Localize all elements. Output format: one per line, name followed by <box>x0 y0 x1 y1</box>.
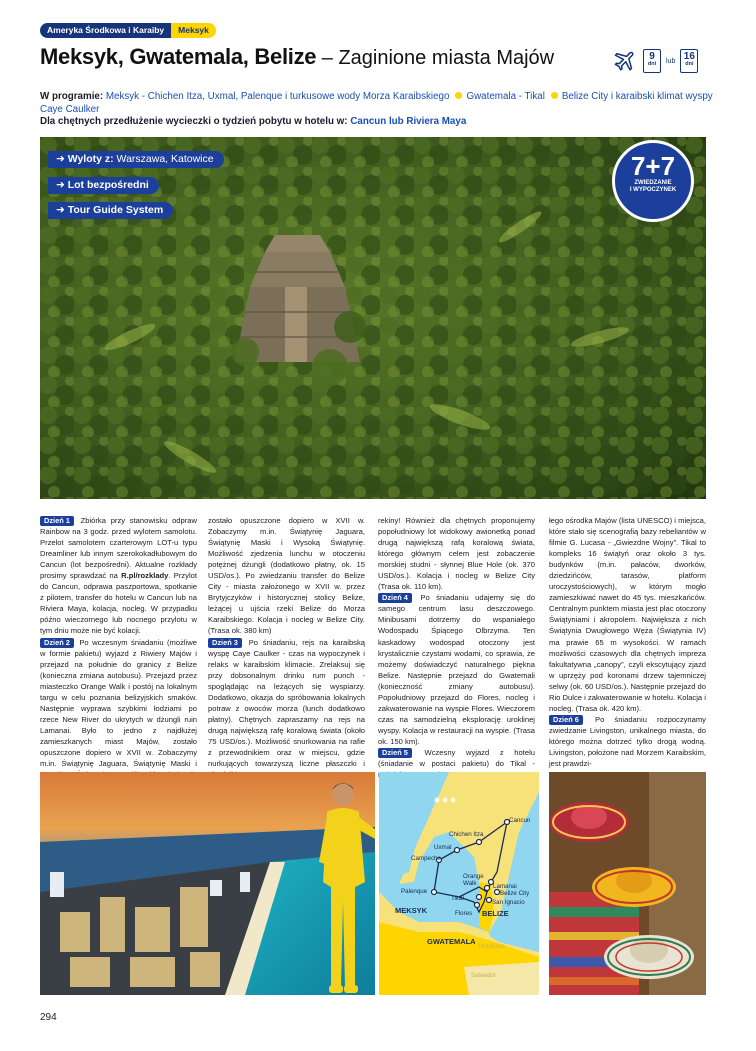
map-label-honduras: Honduras <box>479 944 506 950</box>
sombrero-photo <box>549 772 706 995</box>
route-map <box>379 772 539 995</box>
duration-9-days: 9 dni <box>643 49 661 73</box>
cancun-photo <box>40 772 375 995</box>
itinerary-column-2-content <box>208 515 365 780</box>
tour-guide-figure <box>315 772 375 995</box>
map-city-orange-walk: Orange <box>463 873 484 880</box>
map-city-uxmal: Uxmal <box>434 844 452 851</box>
itinerary-column-3 <box>378 515 535 780</box>
breadcrumb-region[interactable]: Ameryka Środkowa i Karaiby <box>40 23 171 38</box>
program-item[interactable]: Meksyk - Chichen Itza, Uxmal, Palenque i turkusowe wody Morza Karaibskiego <box>105 91 450 102</box>
map-city-campeche: Campeche <box>411 855 441 862</box>
program-label: W programie: <box>40 91 104 102</box>
breadcrumb <box>40 23 216 38</box>
title-subtitle: Zaginione miasta Majów <box>338 47 555 69</box>
plane-icon <box>612 48 638 74</box>
route-map-image <box>379 772 539 995</box>
program-item[interactable]: Gwatemala - Tikal <box>466 91 545 102</box>
tour-type-badge <box>612 140 694 222</box>
tag-departures: ➜ Wyloty z: Warszawa, Katowice <box>48 151 224 168</box>
map-city-flores: Flores <box>455 910 473 917</box>
day-4-tag: Dzień 4 <box>378 593 412 603</box>
day-1-text-cont: . Przylot do Cancun, odprawa paszportowa, spotkanie z pilotem, transfer do hotelu w Cancun lub na Riviera Maya, kolacja, nocleg. W przypadku późno wieczornego lub nocnego przylotu w tym dniu może nie być kolacji. <box>40 571 197 636</box>
duration-16-days: 16 dni <box>680 49 698 73</box>
page-title <box>40 44 554 70</box>
map-city-palenque: Palenque <box>401 888 428 895</box>
map-city-tikal: Tikal <box>451 895 464 902</box>
day-1-text: Zbiórka przy stanowisku odpraw Rainbow na 3 godz. przed wylotem samolotu. Przelot samolotem czarterowym LOT-u typu Dreamliner lub innym szerokokadłubowym do Cancun (lot bezpośredni). Aktualne rozkłady prosimy sprawdzać na <box>40 516 197 581</box>
program-item[interactable]: Belize City i karaibski klimat wyspy Caye Caulker <box>40 91 713 115</box>
map-city-cancun: Cancun <box>509 817 531 824</box>
day-1-tag: Dzień 1 <box>40 516 74 526</box>
map-country-mexico: MEKSYK <box>395 906 428 915</box>
badge-number: 7+7 <box>630 151 676 181</box>
day-5-tag: Dzień 5 <box>378 748 412 758</box>
map-city-lamanai: Lamanai <box>493 883 517 890</box>
extension-label: Dla chętnych przedłużenie wycieczki o tydzień pobytu w hotelu w: <box>40 116 348 127</box>
itinerary-column-4 <box>549 515 706 769</box>
page-number: 294 <box>40 1012 57 1023</box>
day-2-tag: Dzień 2 <box>40 638 74 648</box>
day-3-tag: Dzień 3 <box>208 638 242 648</box>
map-city-orange-walk-2: Walk <box>463 880 477 887</box>
trip-meta <box>612 48 698 74</box>
map-city-chichen-itza: Chichen Itza <box>449 831 484 838</box>
day-3-text-start: Po śniadaniu, rejs na karaibską wyspę Caye Caulker - czas na wypoczynek i relaks w karaibskim klimacie. Zrelaksuj się przy dobsonalnym drinku rum punch - spoglądając na leżących się wyspiarzy. Dodatkowo, okazja do spróbowania lokalnych potraw z owoców morza (lunch dodatkowo płatny). Chętnych zapraszamy na rejs na drugą największą rafę koralową świata (około 75 USD/os.). Możliwość snurkowania na rafie z przewodnikiem oraz w miejscu, gdzie nurkujących towarzyszą liczne płaszczki i <box>208 637 365 769</box>
map-country-belize: BELIZE <box>482 909 509 918</box>
title-main: Meksyk, Gwatemala, Belize <box>40 44 317 69</box>
tag-direct-flight: ➜ Lot bezpośredni <box>48 177 159 194</box>
map-city-belize-city: Belize City <box>500 890 530 897</box>
program-summary <box>40 91 720 129</box>
day-5-text-end: łego ośrodka Majów (lista UNESCO) i miejsca, które stało się scenografią bazy rebeliantów w filmie G. Lucasa - „Gwiezdne Wojny”. Tikal to kompleks 16 świątyń oraz około 3 tys. budynków (m.in. pałaców, dworków, dziedzińców, tarasów, platform uroczystościowych), w którym mogło zamieszkiwać nawet do 45 tys. mieszkańców. Centralnym punktem miasta jest plac otoczony Świątyniami i akropolem. Największa z nich Świątynia Dwugłowego Węża (Świątynia IV) ma prawie 65 m wysokości. W ramach możliwości czasowych dla chętnych impreza fakultatywna „canopy”, czyli ekscytujący zjazd w uprzęży pod koronami drzew tajemniczej selwy (ok. 60 USD/os.). Następnie przejazd do Rio Dulce i zakwaterowanie w hotelu. Kolacja i nocleg. (Trasa ok. 420 km). <box>549 516 707 713</box>
day-2-continued: zostało opuszczone dopiero w XVII w. Zobaczymy m.in. Świątynię Jaguara, Świątynię Maski i Wysoką Świątynię. Możliwość zjedzenia lunchu w otoczeniu potężnej dżungli (dodatkowo płatny, ok. 15 USD/os.). Po zwiedzaniu transfer do Belize City - miasta założonego w XVII w. przez Brytyjczyków i historycznej stolicy Belize, leżącej u ujścia rzeki Belize do Morza Karaibskiego. Kolacja i nocleg w Belize City. (Trasa ok. 380 km) <box>208 516 365 636</box>
bullet-icon <box>455 92 462 99</box>
map-label-salwador: Salwador <box>471 973 497 979</box>
day-5-text-start: Wczesny wyjazd z hotelu (śniadanie w postaci pakietu) do Tikal - <box>378 747 535 769</box>
badge-line-1: ZWIEDZANIE <box>634 180 672 186</box>
day-6-text: Po śniadaniu rozpoczynamy zwiedzanie Livingston, unikalnego miasta, do którego można dotrzeć tylko drogą wodną. Livingston, położone nad Morzem Karaibskim, jest prawdzi- <box>549 714 706 769</box>
breadcrumb-country[interactable]: Meksyk <box>171 23 216 38</box>
duration-or: lub <box>666 57 676 65</box>
day-2-text: Po wczesnym śniadaniu (możliwe w formie pakietu) wyjazd z Riwiery Majów i przejazd na południe do granicy z Belize (konieczna zmiana autobusu). Przejazd przez miasteczko Orange Walk i postój na lokalnym targu w celu poznania belizyjskich smaków. Następnie wyprawa szybkimi łodziami po rzece New River do ukrytych w dżungli ruin Lamanai. Było to jedno z najdłużej zamieszkanych miast Majów, zostało opuszczone dopiero w XVII w. Zobaczymy m.in. Świątynię Jaguara, Świątynię Maski i <box>40 637 197 769</box>
extension-value[interactable]: Cancun lub Riviera Maya <box>350 116 467 127</box>
tag-tour-guide-system: ➜ Tour Guide System <box>48 202 173 219</box>
sombreros-market-image <box>549 772 706 995</box>
title-separator: – <box>316 47 339 69</box>
map-city-san-ignacio: San Ignacio <box>492 899 525 906</box>
day-3-text-end: rekiny! Również dla chętnych proponujemy popołudniowy lot widokowy awionetką ponad drugą największą rafą koralową świata, którego głównym celem jest zobaczenie morskiej studni - słynnej Blue Hole (ok. 370 USD/os.). Kolacja i nocleg w Belize City (Trasa ok. 110 km). <box>378 516 535 592</box>
map-country-guatemala: GWATEMALA <box>427 937 476 946</box>
badge-line-2: I WYPOCZYNEK <box>629 187 677 193</box>
hero-jungle-photo <box>40 137 706 499</box>
schedule-link[interactable]: R.pl/rozklady <box>121 571 169 581</box>
day-6-tag: Dzień 6 <box>549 715 583 725</box>
day-4-text: Po śniadaniu udajemy się do samego centrum lasu deszczowego. Minibusami dotrzemy do wspaniałego Wodospadu Śpiącego Olbrzyma. Ten kaskadowy wodospad otoczony jest krystalicznie czystami wodami, co sprawia, że możemy doświadczyć naturalnego piękna Belize. Następnie przejazd do Gwatemali (konieczność zmiany autobusu). Popołudniowy przejazd do Flores, nocleg i zakwaterowanie na wyspie Flores. Wieczorem czas na samodzielną eksplorację uroklinej wyspy. Kolacja w restauracji na wyspie. (Trasa ok. 150 km). <box>378 593 535 746</box>
bullet-icon <box>551 92 558 99</box>
